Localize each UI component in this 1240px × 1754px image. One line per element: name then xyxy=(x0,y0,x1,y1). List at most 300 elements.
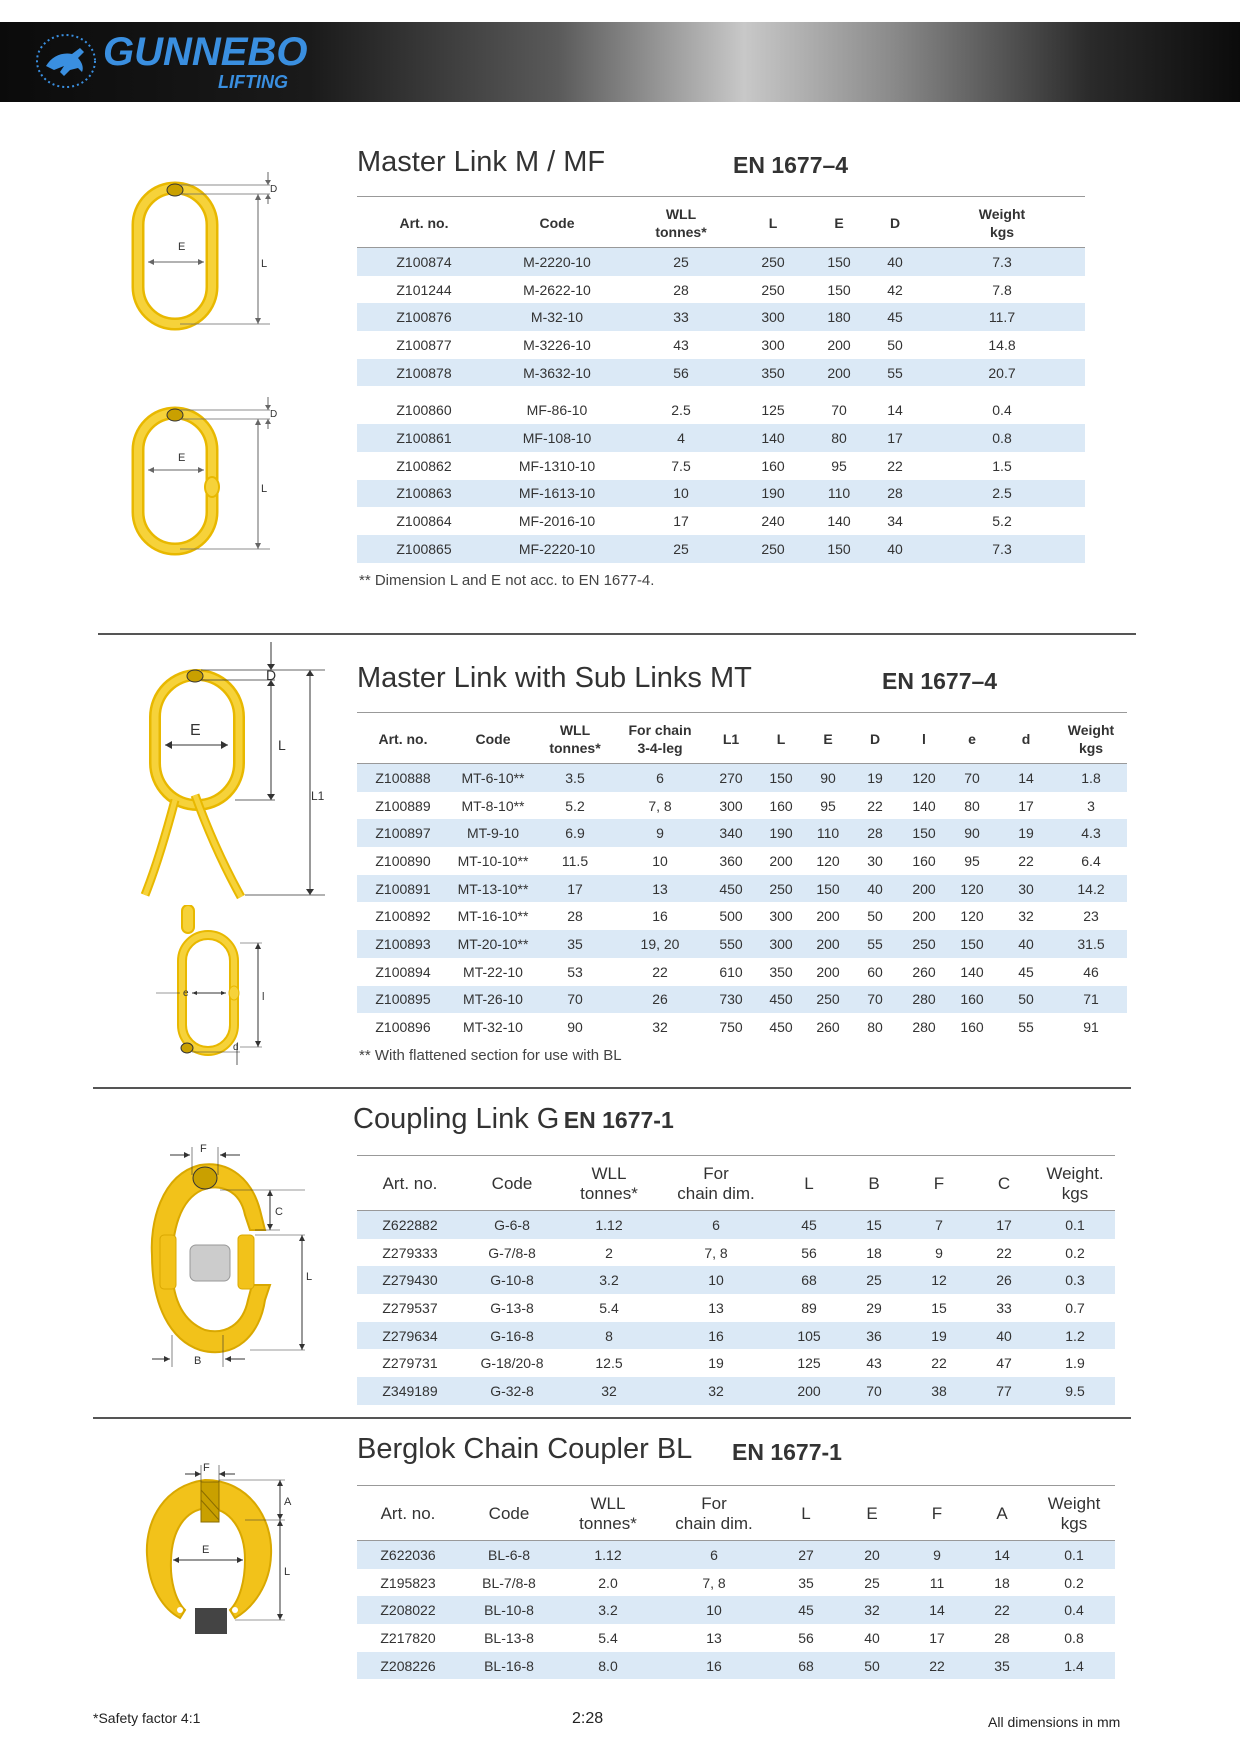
dim-label-F: F xyxy=(200,1143,207,1155)
table-cell: 17 xyxy=(537,875,613,903)
table-cell: 300 xyxy=(755,930,807,958)
table-cell: 7.3 xyxy=(919,248,1085,276)
table-cell: 56 xyxy=(798,1629,814,1646)
table-cell: 270 xyxy=(707,764,755,792)
table-cell: 450 xyxy=(769,1019,793,1036)
table-cell: 15 xyxy=(843,1211,905,1239)
table-cell: 250 xyxy=(761,281,785,298)
table-cell: Z622036 xyxy=(357,1541,459,1569)
column-header: D xyxy=(849,713,901,764)
table-cell: 450 xyxy=(707,875,755,903)
table-cell: Z100894 xyxy=(375,963,431,980)
table-cell: 7 xyxy=(905,1211,973,1239)
table-cell: 11.5 xyxy=(561,852,589,869)
table-cell: 55 xyxy=(1018,1019,1034,1036)
table-cell: 28 xyxy=(871,480,919,508)
table-cell: 50 xyxy=(841,1652,903,1680)
table-cell: Z217820 xyxy=(380,1629,436,1646)
table-cell: 200 xyxy=(807,359,871,387)
table-cell: 125 xyxy=(797,1355,821,1372)
table-cell: 25 xyxy=(843,1266,905,1294)
dim-label-L1: L1 xyxy=(311,789,325,803)
table-cell: 120 xyxy=(816,852,840,869)
table-cell: 250 xyxy=(755,875,807,903)
table-cell: 12.5 xyxy=(595,1355,623,1372)
table-cell: 56 xyxy=(801,1244,817,1261)
table-cell: 35 xyxy=(537,930,613,958)
dim-label-L: L xyxy=(306,1271,313,1283)
table-row xyxy=(357,958,1127,986)
table-cell: 1.12 xyxy=(561,1211,657,1239)
column-header: L xyxy=(739,197,807,248)
table-cell: 43 xyxy=(673,336,689,353)
table-row xyxy=(357,331,1085,359)
table-cell: 5.4 xyxy=(598,1629,618,1646)
table-cell: 6 xyxy=(657,1541,771,1569)
table-cell: 19 xyxy=(849,764,901,792)
dim-label-d: D xyxy=(270,184,278,195)
column-header: F xyxy=(905,1156,973,1211)
table-cell: 200 xyxy=(775,1377,843,1405)
column-header: For chain dim. xyxy=(657,1156,775,1211)
table-row xyxy=(357,248,1085,276)
table-cell: 19, 20 xyxy=(613,930,707,958)
column-header: L xyxy=(775,1156,843,1211)
table-cell: 30 xyxy=(867,852,883,869)
table-row xyxy=(357,396,1085,424)
table-cell: M-2220-10 xyxy=(491,248,623,276)
table-row xyxy=(357,1541,1115,1569)
table-cell: 14 xyxy=(903,1596,971,1624)
column-header: L xyxy=(771,1486,841,1541)
table-cell: 8.0 xyxy=(559,1652,657,1680)
table-cell: 60 xyxy=(867,963,883,980)
table-cell: 25 xyxy=(864,1574,880,1591)
table-cell: 22 xyxy=(931,1355,947,1372)
table-cell: 50 xyxy=(887,336,903,353)
table-cell: 300 xyxy=(739,303,807,331)
column-header: l xyxy=(901,713,947,764)
table-cell: 14.8 xyxy=(988,336,1016,353)
table-cell: 350 xyxy=(739,359,807,387)
column-header: Weight. kgs xyxy=(1035,1156,1115,1211)
table-row xyxy=(357,452,1085,480)
table-cell: 200 xyxy=(901,875,947,903)
table-cell: BL-16-8 xyxy=(459,1652,559,1680)
dim-label-d: d xyxy=(233,1042,239,1053)
table-cell: 80 xyxy=(867,1019,883,1036)
table-cell: MT-6-10** xyxy=(449,764,537,792)
table-cell: M-3226-10 xyxy=(523,336,591,353)
berglok-table xyxy=(357,1485,1115,1679)
table-cell: 40 xyxy=(871,535,919,563)
table-cell: 70 xyxy=(947,764,997,792)
column-header: WLL tonnes* xyxy=(537,713,613,764)
table-cell: 110 xyxy=(807,480,871,508)
column-header: Code xyxy=(459,1486,559,1541)
column-header: WLL tonnes* xyxy=(623,197,739,248)
table-cell: 730 xyxy=(707,986,755,1014)
table-cell: 150 xyxy=(901,819,947,847)
table-cell: 28 xyxy=(994,1629,1010,1646)
table-cell: BL-13-8 xyxy=(484,1629,534,1646)
table-cell: Z279731 xyxy=(382,1355,438,1372)
column-header: Weight kgs xyxy=(1033,1486,1115,1541)
table-cell: 28 xyxy=(849,819,901,847)
table-cell: 160 xyxy=(912,852,936,869)
column-header: Weight kgs xyxy=(1055,713,1127,764)
table-cell: 150 xyxy=(827,281,851,298)
table-cell: 160 xyxy=(769,797,793,814)
table-cell: 1.4 xyxy=(1033,1652,1115,1680)
dim-label-l: L xyxy=(261,258,268,270)
table-cell: MT-20-10** xyxy=(449,930,537,958)
table-cell: BL-10-8 xyxy=(459,1596,559,1624)
table-cell: 33 xyxy=(996,1299,1012,1316)
table-cell: Z100893 xyxy=(357,930,449,958)
table-cell: Z100889 xyxy=(375,797,431,814)
table-cell: 50 xyxy=(867,908,883,925)
dim-label-d: D xyxy=(270,409,278,420)
table-cell: 2.5 xyxy=(919,480,1085,508)
table-cell: 17 xyxy=(1018,797,1034,814)
table-cell: 71 xyxy=(1055,986,1127,1014)
dim-label-C: C xyxy=(275,1206,283,1218)
table-row xyxy=(357,1266,1115,1294)
dim-label-D: D xyxy=(266,667,277,683)
table-cell: 53 xyxy=(567,963,583,980)
table-group-gap xyxy=(357,386,1085,396)
table-cell: 160 xyxy=(761,457,785,474)
table-cell: 0.1 xyxy=(1035,1211,1115,1239)
table-cell: 68 xyxy=(771,1652,841,1680)
table-cell: Z100890 xyxy=(375,852,431,869)
table-cell: 95 xyxy=(831,457,847,474)
sub-link-drawing xyxy=(140,905,280,1070)
table-row xyxy=(357,424,1085,452)
table-cell: 14 xyxy=(971,1541,1033,1569)
table-cell: 2.0 xyxy=(598,1574,618,1591)
table-cell: 7, 8 xyxy=(704,1244,728,1261)
table-cell: 45 xyxy=(771,1596,841,1624)
table-cell: 140 xyxy=(960,963,984,980)
table-cell: 40 xyxy=(871,248,919,276)
gap-cell xyxy=(357,386,1085,396)
table-cell: 11 xyxy=(929,1574,945,1591)
table-cell: 22 xyxy=(971,1596,1033,1624)
column-header: L1 xyxy=(707,713,755,764)
table-cell: 200 xyxy=(807,930,849,958)
table-cell: 1.9 xyxy=(1065,1355,1085,1372)
column-header: Code xyxy=(449,713,537,764)
table-cell: 17 xyxy=(929,1629,945,1646)
table-cell: 95 xyxy=(964,852,980,869)
table-cell: 7.5 xyxy=(671,457,691,474)
table-cell: 260 xyxy=(816,1019,840,1036)
table-cell: 70 xyxy=(537,986,613,1014)
table-cell: 6 xyxy=(613,764,707,792)
section-standard-master-link-mt: EN 1677–4 xyxy=(882,668,998,694)
table-cell: 13 xyxy=(706,1629,722,1646)
table-cell: M-2622-10 xyxy=(523,281,591,298)
table-cell: 0.8 xyxy=(919,424,1085,452)
table-row xyxy=(357,902,1127,930)
column-header: e xyxy=(947,713,997,764)
table-cell: 32 xyxy=(561,1377,657,1405)
master-link-mt-drawing xyxy=(135,640,335,905)
table-cell: 9.5 xyxy=(1035,1377,1115,1405)
table-cell: MT-32-10 xyxy=(463,1019,523,1036)
table-cell: 25 xyxy=(623,535,739,563)
table-cell: 140 xyxy=(827,513,851,530)
dim-label-l: l xyxy=(262,991,265,1003)
table-cell: 0.8 xyxy=(1064,1629,1084,1646)
column-header: D xyxy=(871,197,919,248)
table-cell: G-7/8-8 xyxy=(488,1244,536,1261)
section-standard-master-link: EN 1677–4 xyxy=(733,152,849,178)
table-cell: 280 xyxy=(912,1019,936,1036)
table-cell: 140 xyxy=(739,424,807,452)
table-cell: Z279537 xyxy=(382,1299,438,1316)
table-cell: M-3632-10 xyxy=(491,359,623,387)
dim-label-e: E xyxy=(178,452,186,464)
master-link-m-drawing xyxy=(120,170,330,340)
table-cell: 32 xyxy=(657,1377,775,1405)
table-cell: 0.4 xyxy=(1033,1596,1115,1624)
column-header: Weight kgs xyxy=(919,197,1085,248)
table-cell: Z100860 xyxy=(396,402,452,419)
table-cell: 5.4 xyxy=(599,1299,619,1316)
page-header xyxy=(0,22,1240,102)
table-cell: 19 xyxy=(905,1322,973,1350)
table-cell: 11.7 xyxy=(919,303,1085,331)
table-cell: 55 xyxy=(871,359,919,387)
table-cell: 250 xyxy=(901,930,947,958)
table-cell: BL-7/8-8 xyxy=(482,1574,536,1591)
table-header-row xyxy=(357,713,1127,764)
table-cell: 450 xyxy=(755,986,807,1014)
table-cell: 125 xyxy=(761,402,785,419)
table-cell: 90 xyxy=(567,1019,583,1036)
table-cell: 45 xyxy=(1018,963,1034,980)
column-header: Art. no. xyxy=(357,1156,463,1211)
dim-label-A: A xyxy=(284,1496,292,1508)
table-cell: 40 xyxy=(849,875,901,903)
table-cell: MT-16-10** xyxy=(457,908,529,925)
table-cell: 70 xyxy=(843,1377,905,1405)
table-cell: 22 xyxy=(867,797,883,814)
table-cell: 29 xyxy=(866,1299,882,1316)
table-cell: 7.3 xyxy=(919,535,1085,563)
table-row xyxy=(357,930,1127,958)
table-cell: Z100896 xyxy=(375,1019,431,1036)
table-cell: 19 xyxy=(997,819,1055,847)
table-cell: 32 xyxy=(1018,908,1034,925)
table-cell: Z101244 xyxy=(396,281,452,298)
table-cell: MF-1613-10 xyxy=(491,480,623,508)
table-cell: MT-10-10** xyxy=(457,852,529,869)
table-cell: 16 xyxy=(657,1322,775,1350)
column-header: A xyxy=(971,1486,1033,1541)
column-header: Code xyxy=(463,1156,561,1211)
table-cell: 120 xyxy=(901,764,947,792)
table-cell: 70 xyxy=(831,402,847,419)
table-cell: 90 xyxy=(807,764,849,792)
section-divider xyxy=(93,1087,1131,1089)
table-cell: 33 xyxy=(623,303,739,331)
footnote-master-link-mt: ** With flattened section for use with BL xyxy=(359,1047,622,1064)
table-cell: 19 xyxy=(708,1355,724,1372)
table-cell: 5.2 xyxy=(992,513,1012,530)
table-cell: 300 xyxy=(769,908,793,925)
table-cell: 13 xyxy=(613,875,707,903)
table-cell: MT-9-10 xyxy=(449,819,537,847)
table-cell: Z100878 xyxy=(357,359,491,387)
table-cell: 150 xyxy=(947,930,997,958)
table-row xyxy=(357,792,1127,820)
table-cell: 17 xyxy=(673,513,689,530)
table-cell: 300 xyxy=(761,336,785,353)
footer-units-note: All dimensions in mm xyxy=(988,1714,1121,1730)
table-cell: 28 xyxy=(567,908,583,925)
column-header: Code xyxy=(491,197,623,248)
table-cell: 200 xyxy=(816,908,840,925)
brand-subtitle: LIFTING xyxy=(218,72,288,92)
table-cell: 22 xyxy=(996,1244,1012,1261)
table-cell: MT-22-10 xyxy=(463,963,523,980)
table-cell: MT-26-10 xyxy=(449,986,537,1014)
table-cell: 80 xyxy=(964,797,980,814)
section-title-coupling-link: Coupling Link G xyxy=(353,1103,560,1135)
dim-label-B: B xyxy=(194,1355,202,1367)
table-cell: 4.3 xyxy=(1055,819,1127,847)
table-cell: Z100895 xyxy=(357,986,449,1014)
column-header: C xyxy=(973,1156,1035,1211)
table-cell: 2 xyxy=(605,1244,613,1261)
table-cell: G-13-8 xyxy=(490,1299,534,1316)
table-cell: 30 xyxy=(997,875,1055,903)
table-row xyxy=(357,359,1085,387)
table-cell: 250 xyxy=(807,986,849,1014)
column-header: E xyxy=(807,197,871,248)
table-cell: 9 xyxy=(613,819,707,847)
table-cell: 6.4 xyxy=(1081,852,1101,869)
table-cell: 95 xyxy=(820,797,836,814)
table-cell: 9 xyxy=(903,1541,971,1569)
table-cell: 3.2 xyxy=(561,1266,657,1294)
table-row xyxy=(357,535,1085,563)
table-row xyxy=(357,1377,1115,1405)
table-cell: Z100861 xyxy=(357,424,491,452)
table-cell: 36 xyxy=(843,1322,905,1350)
page-number: 2:28 xyxy=(572,1710,604,1727)
table-cell: 22 xyxy=(903,1652,971,1680)
table-cell: 150 xyxy=(807,248,871,276)
table-cell: 16 xyxy=(657,1652,771,1680)
table-cell: 17 xyxy=(871,424,919,452)
table-cell: Z100863 xyxy=(357,480,491,508)
table-cell: 150 xyxy=(807,875,849,903)
table-header-row xyxy=(357,1156,1115,1211)
table-cell: 22 xyxy=(887,457,903,474)
table-cell: 68 xyxy=(775,1266,843,1294)
footnote-master-link: ** Dimension L and E not acc. to EN 1677-4. xyxy=(359,572,655,589)
table-row xyxy=(357,1211,1115,1239)
table-cell: MF-86-10 xyxy=(526,402,588,419)
table-cell: Z100892 xyxy=(375,908,431,925)
table-row xyxy=(357,303,1085,331)
table-cell: 26 xyxy=(973,1266,1035,1294)
table-cell: 260 xyxy=(912,963,936,980)
section-title-berglok: Berglok Chain Coupler BL xyxy=(357,1433,693,1465)
table-cell: 8 xyxy=(561,1322,657,1350)
table-cell: 10 xyxy=(652,852,668,869)
column-header: For chain 3-4-leg xyxy=(613,713,707,764)
table-cell: 45 xyxy=(775,1211,843,1239)
section-heading-coupling-link xyxy=(353,1103,674,1136)
table-cell: 160 xyxy=(960,1019,984,1036)
table-cell: Z100864 xyxy=(396,513,452,530)
table-cell: 1.5 xyxy=(992,457,1012,474)
section-title-master-link-mt: Master Link with Sub Links MT xyxy=(357,662,752,694)
table-cell: 91 xyxy=(1083,1019,1099,1036)
table-cell: 46 xyxy=(1083,963,1099,980)
table-cell: 50 xyxy=(997,986,1055,1014)
table-cell: Z100891 xyxy=(357,875,449,903)
column-header: Art. no. xyxy=(357,713,449,764)
coupling-link-table xyxy=(357,1155,1115,1405)
table-cell: 40 xyxy=(997,930,1055,958)
table-cell: 77 xyxy=(973,1377,1035,1405)
table-row xyxy=(357,276,1085,304)
table-cell: M-32-10 xyxy=(491,303,623,331)
table-cell: 16 xyxy=(652,908,668,925)
table-cell: 70 xyxy=(849,986,901,1014)
table-cell: 500 xyxy=(719,908,743,925)
table-cell: 90 xyxy=(947,819,997,847)
table-cell: Z100862 xyxy=(396,457,452,474)
table-cell: 56 xyxy=(623,359,739,387)
section-standard-coupling-link: EN 1677-1 xyxy=(563,1107,674,1133)
table-cell: 13 xyxy=(708,1299,724,1316)
table-cell: 360 xyxy=(719,852,743,869)
table-cell: 80 xyxy=(807,424,871,452)
table-cell: 0.3 xyxy=(1035,1266,1115,1294)
table-cell: 18 xyxy=(866,1244,882,1261)
table-cell: 6 xyxy=(657,1211,775,1239)
table-cell: 14 xyxy=(997,764,1055,792)
table-cell: 35 xyxy=(798,1574,814,1591)
column-header: L xyxy=(755,713,807,764)
table-row xyxy=(357,875,1127,903)
table-cell: 45 xyxy=(871,303,919,331)
table-cell: 17 xyxy=(973,1211,1035,1239)
table-cell: G-6-8 xyxy=(463,1211,561,1239)
table-cell: 10 xyxy=(657,1266,775,1294)
table-cell: 200 xyxy=(816,963,840,980)
table-cell: 140 xyxy=(912,797,936,814)
column-header: WLL tonnes* xyxy=(561,1156,657,1211)
table-cell: 300 xyxy=(719,797,743,814)
table-cell: 14.2 xyxy=(1055,875,1127,903)
table-cell: Z100897 xyxy=(357,819,449,847)
master-link-table xyxy=(357,196,1085,563)
table-cell: 22 xyxy=(652,963,668,980)
table-cell: 47 xyxy=(996,1355,1012,1372)
table-cell: 1.8 xyxy=(1055,764,1127,792)
table-cell: 180 xyxy=(807,303,871,331)
table-cell: 20.7 xyxy=(919,359,1085,387)
